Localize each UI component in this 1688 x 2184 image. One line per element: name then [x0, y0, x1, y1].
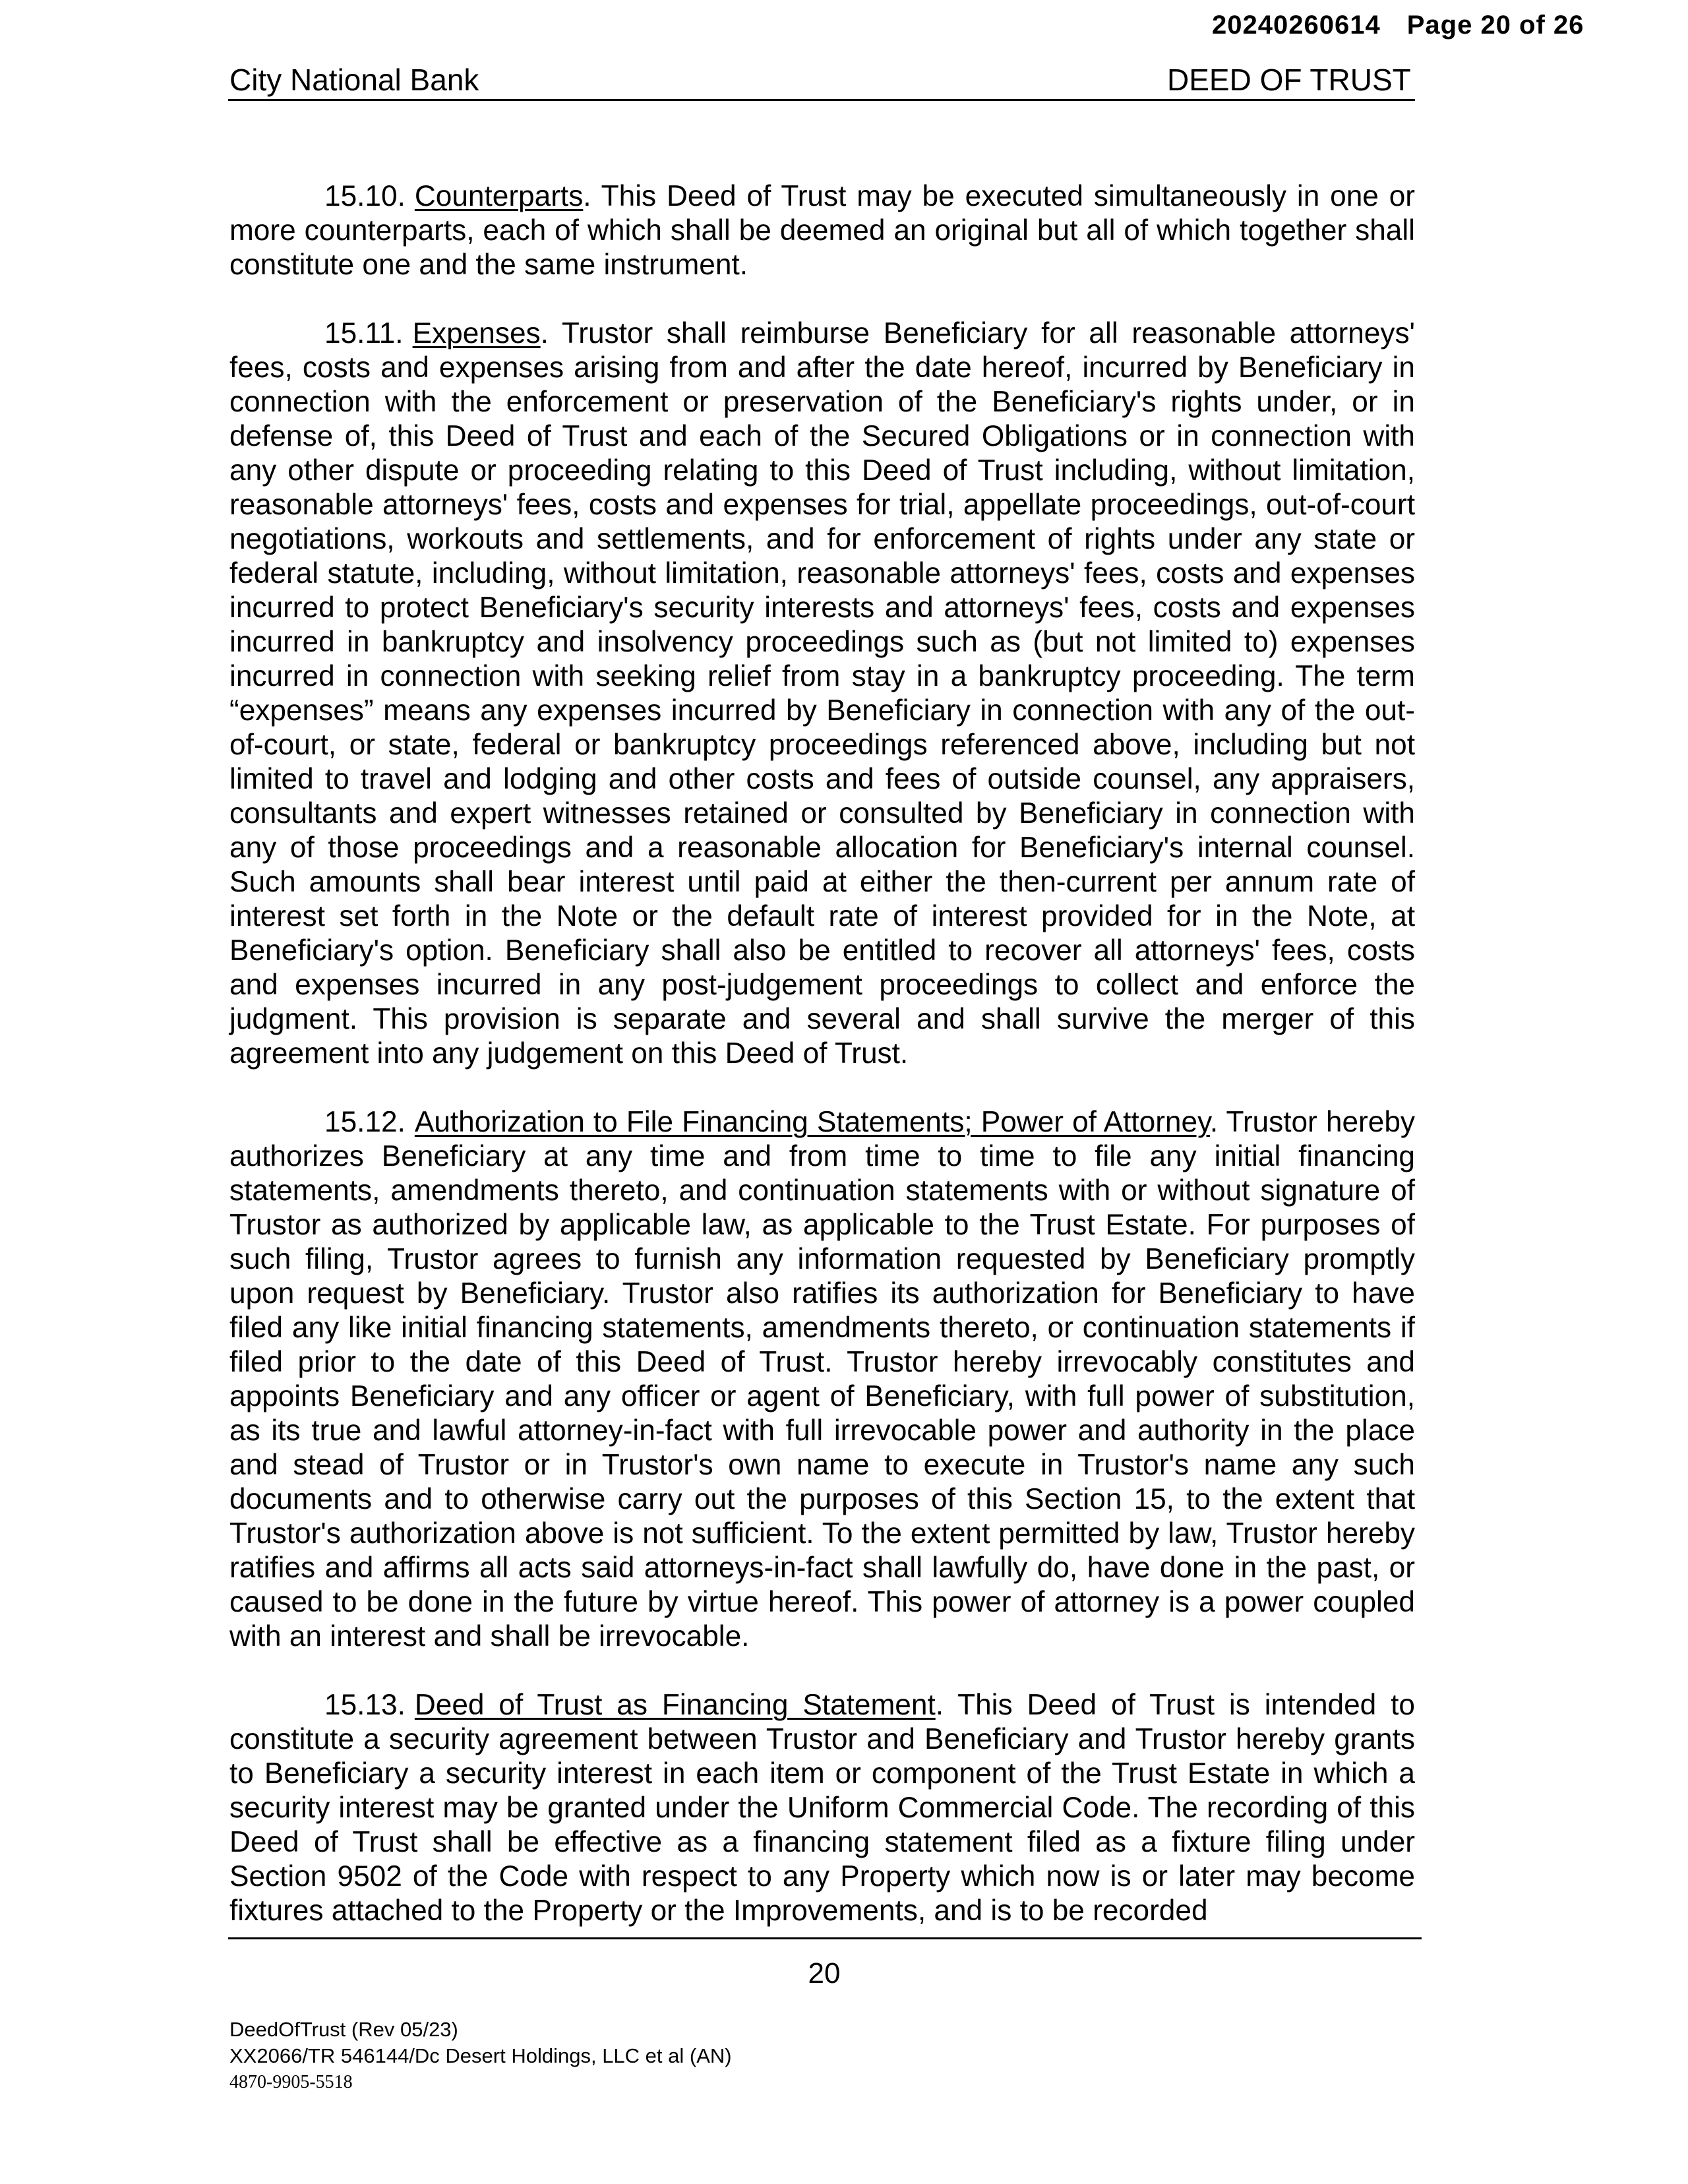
section-text: . This Deed of Trust is intended to constitute a security agreement between Trustor and Beneficiary and Trustor hereby grants to Beneficiary a security interest in each item or component of the Trust Estate in which a security interest may be granted under the Uniform Commercial Code. The recording of this Deed of Trust shall be effective as a financing statement filed as a fixture filing under Section 9502 of the Code with respect to any Property which now is or later may become fixtures attached to the Property or the Improvements, and is to be recorded [229, 1689, 1415, 1927]
page-number: 20 [808, 1957, 841, 1989]
recording-number: 20240260614 [1212, 11, 1381, 40]
section-number: 15.10. [324, 180, 406, 212]
section-authorization-power-of-attorney [229, 1105, 1415, 1654]
footer-divider [228, 1937, 1422, 1939]
footer-form-id: DeedOfTrust (Rev 05/23) [229, 2018, 458, 2041]
section-financing-statement [229, 1688, 1415, 1928]
section-counterparts [229, 179, 1415, 282]
section-heading: Expenses [412, 317, 541, 349]
header-divider [228, 99, 1415, 101]
recording-stamp [1212, 11, 1608, 40]
footer-loan-reference: XX2066/TR 546144/Dc Desert Holdings, LLC et al (AN) [229, 2044, 732, 2067]
page-of-total: Page 20 of 26 [1406, 11, 1584, 40]
footer-document-number: 4870-9905-5518 [229, 2072, 353, 2092]
section-heading: Counterparts [414, 180, 584, 212]
section-number: 15.12. [324, 1106, 406, 1138]
section-text: . Trustor shall reimburse Beneficiary for all reasonable attorneys' fees, costs and expenses arising from and after the date hereof, incurred by Beneficiary in connection with the enforcement or preservation of the Beneficiary's rights under, or in defense of, this Deed of Trust and each of the Secured Obligations or in connection with any other dispute or proceeding relating to this Deed of Trust including, without limitation, reasonable attorneys' fees, costs and expenses for trial, appellate proceedings, out-of-court negotiations, workouts and settlements, and for enforcement of rights under any state or federal statute, including, without limitation, reasonable attorneys' fees, costs and expenses incurred to protect Beneficiary's security interests and attorneys' fees, costs and expenses incurred in bankruptcy and insolvency proceedings such as (but not limited to) expenses incurred in connection with seeking relief from stay in a bankruptcy proceeding. The term “expenses” means any expenses incurred by Beneficiary in connection with any of the out-of-court, or state, federal or bankruptcy proceedings referenced above, including but not limited to travel and lodging and other costs and fees of outside counsel, any appraisers, consultants and expert witnesses retained or consulted by Beneficiary in connection with any of those proceedings and a reasonable allocation for Beneficiary's internal counsel. Such amounts shall bear interest until paid at either the then-current per annum rate of interest set forth in the Note or the default rate of interest provided for in the Note, at Beneficiary's option. Beneficiary shall also be entitled to recover all attorneys' fees, costs and expenses incurred in any post-judgement proceedings to collect and enforce the judgment. This provision is separate and several and shall survive the merger of this agreement into any judgement on this Deed of Trust. [229, 317, 1415, 1070]
header-document-title: DEED OF TRUST [1167, 63, 1411, 97]
section-text: . This Deed of Trust may be executed simultaneously in one or more counterparts, each of which shall be deemed an original but all of which together shall constitute one and the same instrument. [229, 180, 1415, 281]
section-number: 15.11. [324, 317, 404, 349]
section-heading: Deed of Trust as Financing Statement [414, 1689, 936, 1721]
section-text: . Trustor hereby authorizes Beneficiary at any time and from time to time to file any initial financing statements, amendments thereto, and continuation statements with or without signature of Trustor as authorized by applicable law, as applicable to the Trust Estate. For purposes of such filing, Trustor agrees to furnish any information requested by Beneficiary promptly upon request by Beneficiary. Trustor also ratifies its authorization for Beneficiary to have filed any like initial financing statements, amendments thereto, or continuation statements if filed prior to the date of this Deed of Trust. Trustor hereby irrevocably constitutes and appoints Beneficiary and any officer or agent of Beneficiary, with full power of substitution, as its true and lawful attorney-in-fact with full irrevocable power and authority in the place and stead of Trustor or in Trustor's own name to execute in Trustor's name any such documents and to otherwise carry out the purposes of this Section 15, to the extent that Trustor's authorization above is not sufficient. To the extent permitted by law, Trustor hereby ratifies and affirms all acts said attorneys-in-fact shall lawfully do, have done in the past, or caused to be done in the future by virtue hereof. This power of attorney is a power coupled with an interest and shall be irrevocable. [229, 1106, 1415, 1653]
footer [229, 2017, 732, 2096]
section-expenses [229, 317, 1415, 1071]
section-heading: Authorization to File Financing Statements; Power of Attorney [414, 1106, 1210, 1138]
document-body [229, 179, 1415, 1962]
section-number: 15.13. [324, 1689, 406, 1721]
header-bank-name: City National Bank [229, 63, 479, 97]
